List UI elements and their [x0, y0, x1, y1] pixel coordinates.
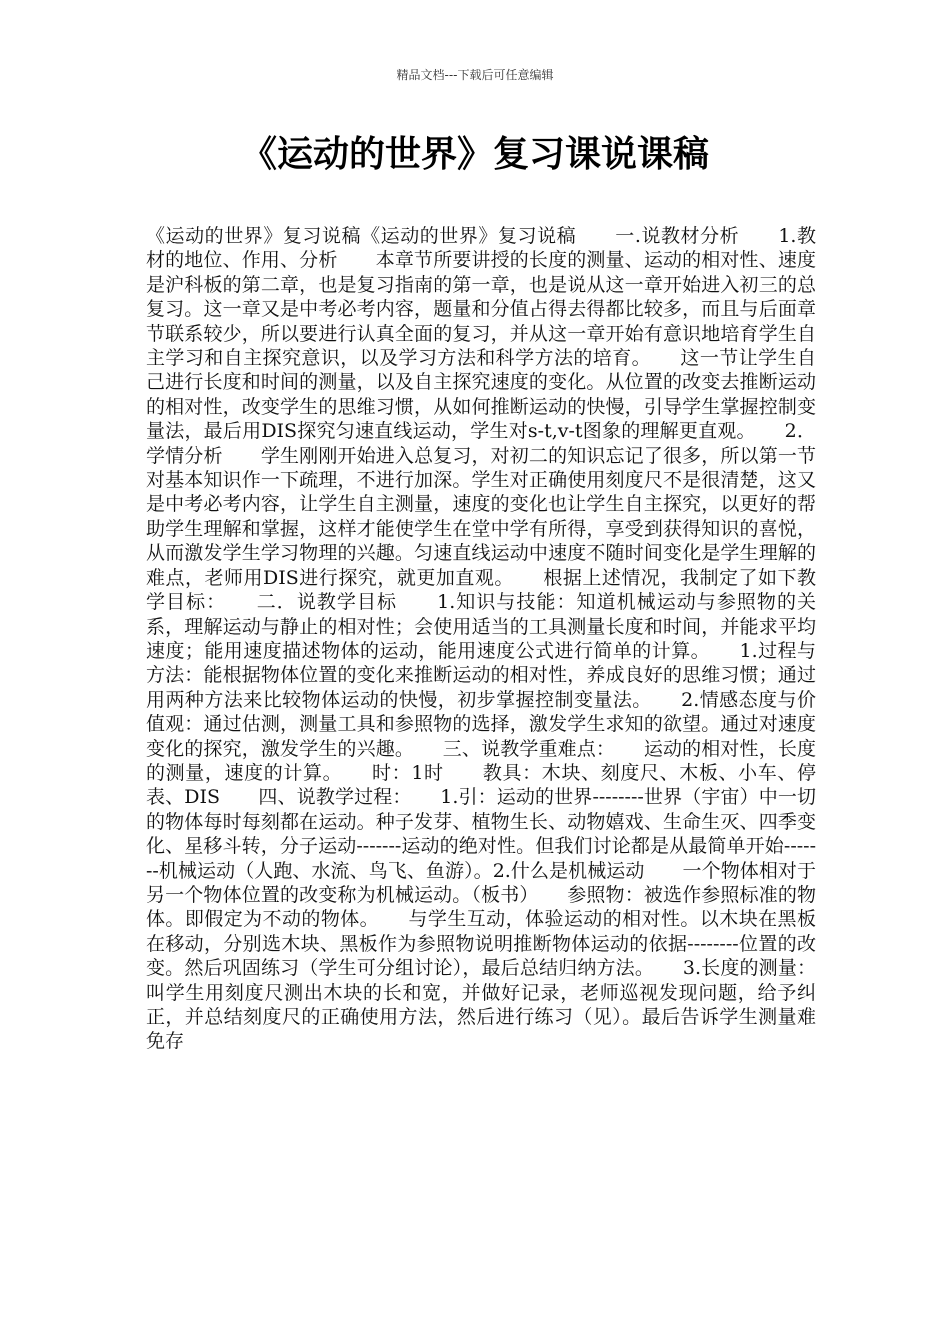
header-watermark: 精品文档---下载后可任意编辑	[396, 68, 554, 82]
document-title: 《运动的世界》复习课说课稿	[240, 134, 709, 175]
document-body: 《运动的世界》复习说稿《运动的世界》复习说稿 一.说教材分析 1.教材的地位、作用、分析 本章节所要讲授的长度的测量、运动的相对性、速度是沪科板的第二章，也是复习指南的第一章，也是说从这一章开始进入初三的总复习。这一章又是中考必考内容，题量和分值占得去得都比较多，而且与后面章节联系较少，所以要进行认真全面的复习，并从这一章开始有意识地培育学生自主学习和自主探究意识，以及学习方法和科学方法的培育。 这一节让学生自己进行长度和时间的测量，以及自主探究速度的变化。从位置的改变去推断运动的相对性，改变学生的思维习惯，从如何推断运动的快慢，引导学生掌握控制变量法，最后用DIS探究匀速直线运动，学生对s-t,v-t图象的理解更直观。 2．学情分析 学生刚刚开始进入总复习，对初二的知识忘记了很多，所以第一节对基本知识作一下疏理，不进行加深。学生对正确使用刻度尺不是很清楚，这又是中考必考内容，让学生自主测量，速度的变化也让学生自主探究，以更好的帮助学生理解和掌握，这样才能使学生在堂中学有所得，享受到获得知识的喜悦，从而激发学生学习物理的兴趣。匀速直线运动中速度不随时间变化是学生理解的难点，老师用DIS进行探究，就更加直观。 根据上述情况，我制定了如下教学目标： 二．说教学目标 1.知识与技能：知道机械运动与参照物的关系，理解运动与静止的相对性；会使用适当的工具测量长度和时间，并能求平均速度；能用速度描述物体的运动，能用速度公式进行简单的计算。 1.过程与方法：能根据物体位置的变化来推断运动的相对性，养成良好的思维习惯；通过用两种方法来比较物体运动的快慢，初步掌握控制变量法。 2.情感态度与价值观：通过估测，测量工具和参照物的选择，激发学生求知的欲望。通过对速度变化的探究，激发学生的兴趣。 三、说教学重难点： 运动的相对性，长度的测量，速度的计算。 时：1时 教具：木块、刻度尺、木板、小车、停表、DIS 四、说教学过程： 1.引：运动的世界--------世界（宇宙）中一切的物体每时每刻都在运动。种子发芽、植物生长、动物嬉戏、生命生灭、四季变化、星移斗转，分子运动-------运动的绝对性。但我们讨论都是从最简单开始-------机械运动（人跑、水流、鸟飞、鱼游）。2.什么是机械运动 一个物体相对于另一个物体位置的改变称为机械运动。（板书） 参照物：被选作参照标准的物体。即假定为不动的物体。 与学生互动，体验运动的相对性。以木块在黑板在移动，分别选木块、黑板作为参照物说明推断物体运动的依据--------位置的改变。然后巩固练习（学生可分组讨论），最后总结归纳方法。 3.长度的测量：叫学生用刻度尺测出木块的长和宽，并做好记录，老师巡视发现问题，给予纠正，并总结刻度尺的正确使用方法，然后进行练习（见）。最后告诉学生测量难免存	[146, 225, 816, 1053]
